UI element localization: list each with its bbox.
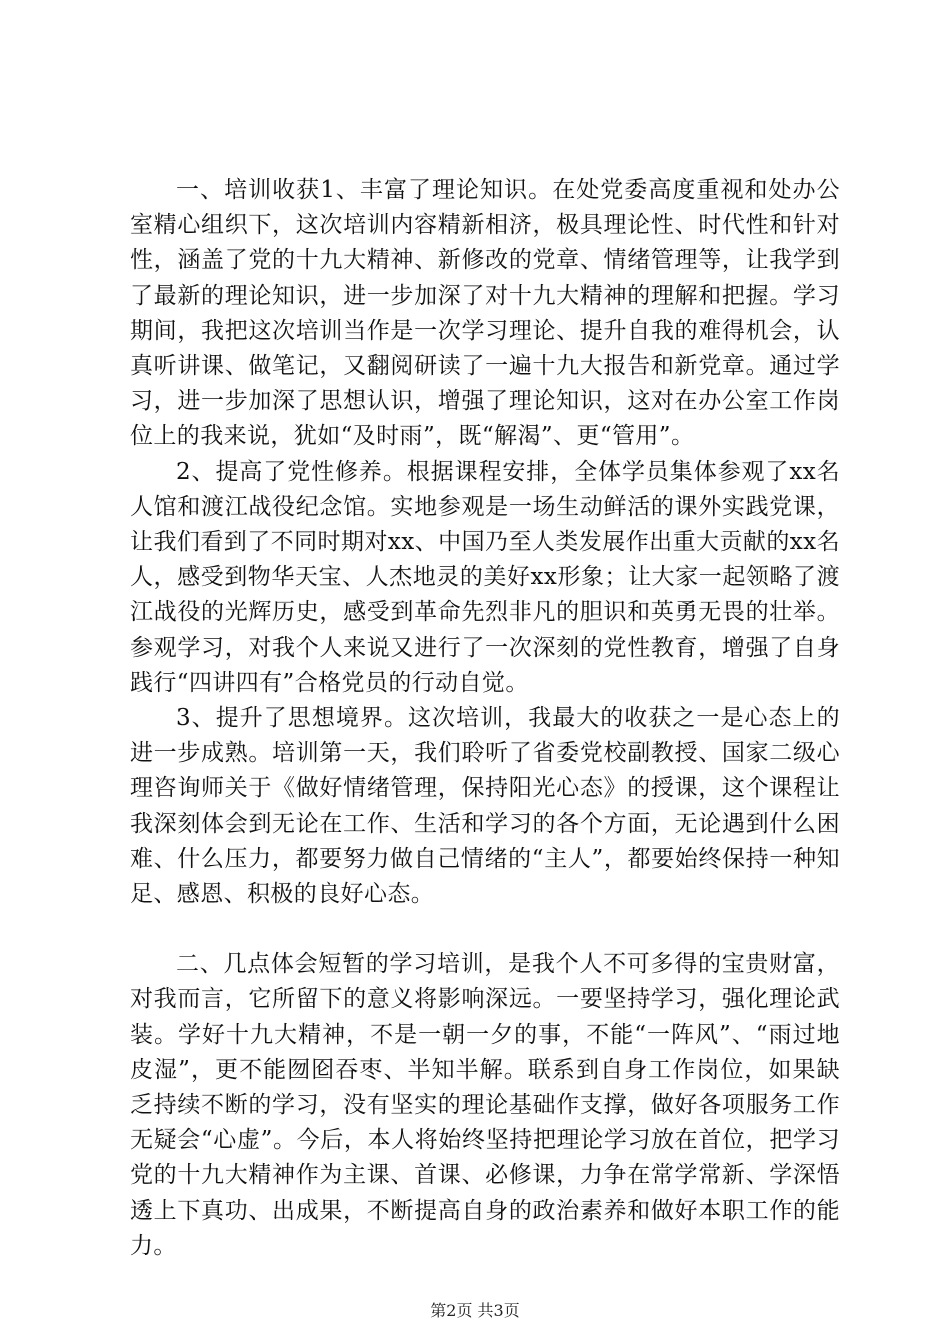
paragraph-reflections: 二、几点体会短暂的学习培训，是我个人不可多得的宝贵财富，对我而言，它所留下的意义将影响深远。一要坚持学习，强化理论武装。学好十九大精神，不是一朝一夕的事，不能“一阵风”、“雨过地皮湿”，更不能囫囵吞枣、半知半解。联系到自身工作岗位，如果缺乏持续不断的学习，没有坚实的理论基础作支撑，做好各项服务工作无疑会“心虚”。今后，本人将始终坚持把理论学习放在首位，把学习党的十九大精神作为主课、首课、必修课，力争在常学常新、学深悟透上下真功、出成果，不断提高自身的政治素养和做好本职工作的能力。 xyxy=(130,951,840,1259)
paragraph-training-gains-theory: 一、培训收获1、丰富了理论知识。在处党委高度重视和处办公室精心组织下，这次培训内容精新相济，极具理论性、时代性和针对性，涵盖了党的十九大精神、新修改的党章、情绪管理等，让我学到了最新的理论知识，进一步加深了对十九大精神的理解和把握。学习期间，我把这次培训当作是一次学习理论、提升自我的难得机会，认真听讲课、做笔记，又翻阅研读了一遍十九大报告和新党章。通过学习，进一步加深了思想认识，增强了理论知识，这对在办公室工作岗位上的我来说，犹如“及时雨”，既“解渴”、更“管用”。 xyxy=(130,177,840,450)
document-body xyxy=(130,173,840,1264)
paragraph-party-spirit: 2、提高了党性修养。根据课程安排，全体学员集体参观了xx名人馆和渡江战役纪念馆。实地参观是一场生动鲜活的课外实践党课，让我们看到了不同时期对xx、中国乃至人类发展作出重大贡献的xx名人，感受到物华天宝、人杰地灵的美好xx形象；让大家一起领略了渡江战役的光辉历史，感受到革命先烈非凡的胆识和英勇无畏的壮举。参观学习，对我个人来说又进行了一次深刻的党性教育，增强了自身践行“四讲四有”合格党员的行动自觉。 xyxy=(130,458,840,696)
page-number: 第2页 共3页 xyxy=(430,1301,520,1320)
paragraph-ideological-realm: 3、提升了思想境界。这次培训，我最大的收获之一是心态上的进一步成熟。培训第一天，我们聆听了省委党校副教授、国家二级心理咨询师关于《做好情绪管理，保持阳光心态》的授课，这个课程让我深刻体会到无论在工作、生活和学习的各个方面，无论遇到什么困难、什么压力，都要努力做自己情绪的“主人”，都要始终保持一种知足、感恩、积极的良好心态。 xyxy=(130,705,840,908)
